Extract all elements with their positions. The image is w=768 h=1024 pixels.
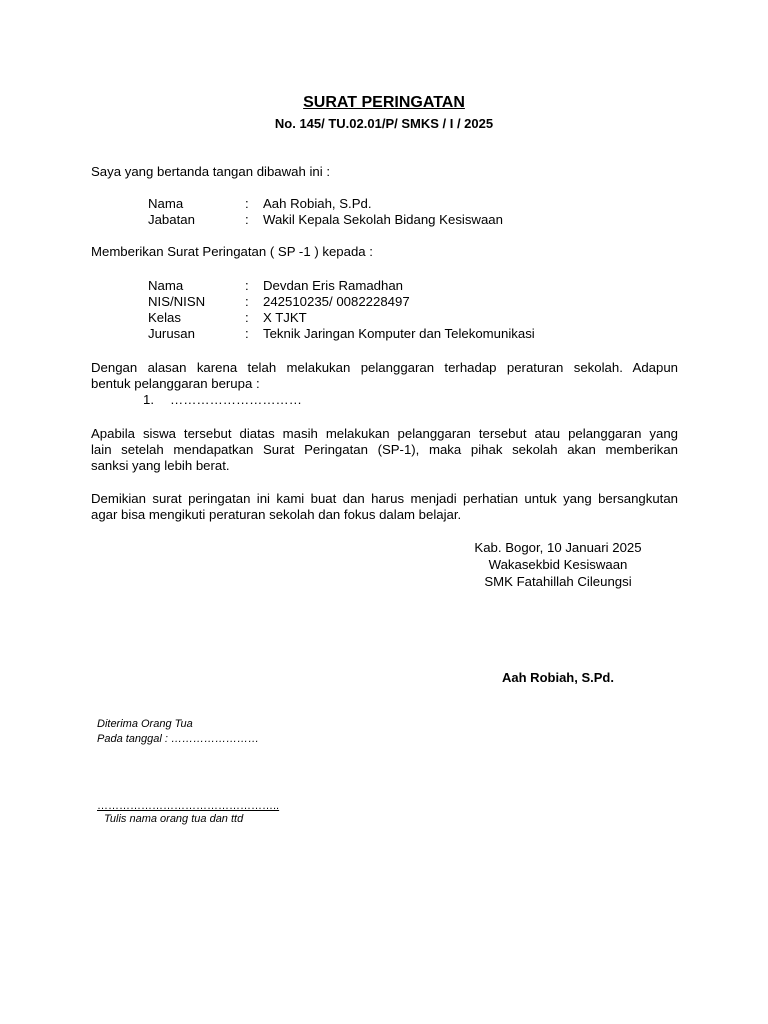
violation-number: 1. xyxy=(143,392,154,407)
warning-line-3: sanksi yang lebih berat. xyxy=(91,458,230,473)
closing-line-2: agar bisa mengikuti peraturan sekolah dan fokus dalam belajar. xyxy=(91,507,462,522)
parent-signature-instruction: Tulis nama orang tua dan ttd xyxy=(104,813,244,825)
student-major-colon: : xyxy=(245,326,249,341)
signer-title: Wakasekbid Kesiswaan xyxy=(488,557,628,572)
student-name-label: Nama xyxy=(148,278,184,293)
warning-line-2: lain setelah mendapatkan Surat Peringatan (SP-1), maka pihak sekolah akan memberikan xyxy=(91,442,678,457)
reason-line-1: Dengan alasan karena telah melakukan pelanggaran terhadap peraturan sekolah. Adapun xyxy=(91,360,678,375)
violation-item: ………………………… xyxy=(170,392,302,407)
signer-name: Aah Robiah, S.Pd. xyxy=(502,670,614,685)
signatory-position-colon: : xyxy=(245,212,249,227)
student-class-value: X TJKT xyxy=(263,310,307,325)
student-nis-value: 242510235/ 0082228497 xyxy=(263,294,410,309)
student-name-value: Devdan Eris Ramadhan xyxy=(263,278,404,293)
signatory-name-colon: : xyxy=(245,196,249,211)
intro-text: Saya yang bertanda tangan dibawah ini : xyxy=(91,164,331,179)
student-nis-label: NIS/NISN xyxy=(148,294,206,309)
signatory-name-label: Nama xyxy=(148,196,184,211)
warning-line-1: Apabila siswa tersebut diatas masih melakukan pelanggaran tersebut atau pelanggaran yang xyxy=(91,426,678,441)
parent-signature-line: ………………………………………….. xyxy=(97,800,280,812)
student-name-colon: : xyxy=(245,278,249,293)
reason-line-2: bentuk pelanggaran berupa : xyxy=(91,376,260,391)
letter-number: No. 145/ TU.02.01/P/ SMKS / I / 2025 xyxy=(274,116,494,131)
signatory-position-label: Jabatan xyxy=(148,212,195,227)
letter-title: SURAT PERINGATAN xyxy=(303,94,465,111)
parent-received-label: Diterima Orang Tua xyxy=(97,718,193,730)
student-major-value: Teknik Jaringan Komputer dan Telekomunikasi xyxy=(263,326,535,341)
signatory-name-value: Aah Robiah, S.Pd. xyxy=(263,196,372,211)
signatory-position-value: Wakil Kepala Sekolah Bidang Kesiswaan xyxy=(263,212,503,227)
student-class-label: Kelas xyxy=(148,310,181,325)
student-major-label: Jurusan xyxy=(148,326,195,341)
school-name: SMK Fatahillah Cileungsi xyxy=(484,574,632,589)
place-date: Kab. Bogor, 10 Januari 2025 xyxy=(474,540,642,555)
giving-text: Memberikan Surat Peringatan ( SP -1 ) kepada : xyxy=(91,244,373,259)
parent-date-label: Pada tanggal : …………………… xyxy=(97,733,260,745)
student-nis-colon: : xyxy=(245,294,249,309)
student-class-colon: : xyxy=(245,310,249,325)
closing-line-1: Demikian surat peringatan ini kami buat dan harus menjadi perhatian untuk yang bersangkutan xyxy=(91,491,678,506)
